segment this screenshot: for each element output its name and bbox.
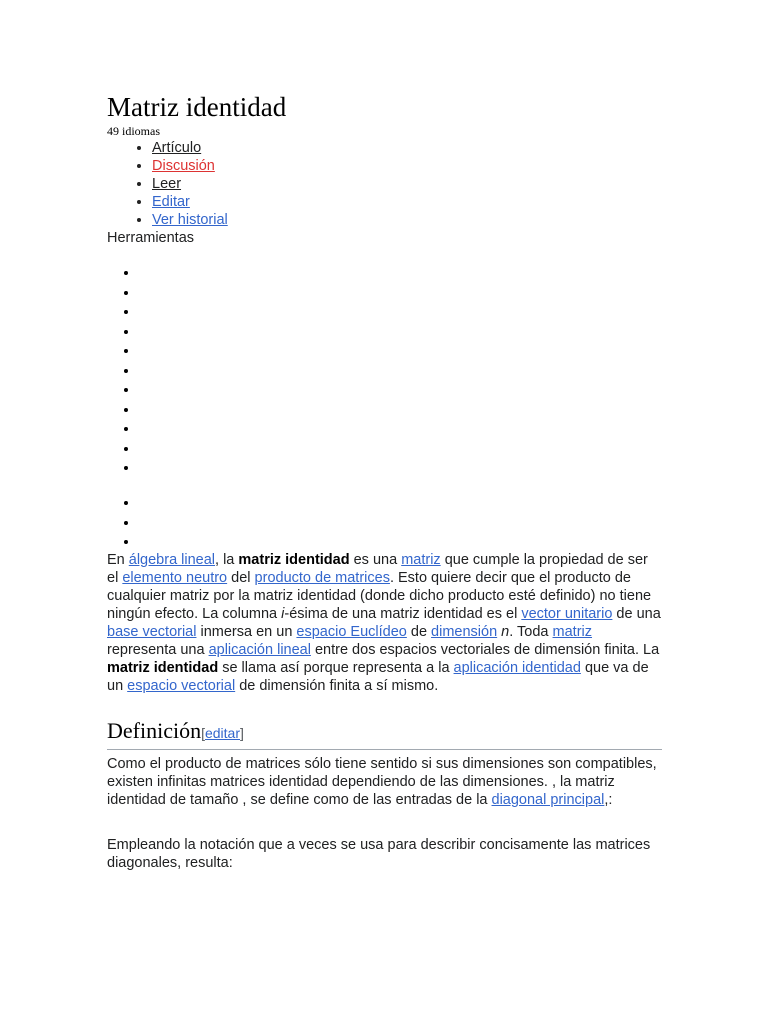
tools-menu[interactable]: Herramientas [107, 230, 195, 246]
page-tabs [152, 139, 228, 229]
edit-section-link[interactable]: editar [204, 725, 241, 741]
link-vector-unitario[interactable]: vector unitario [521, 606, 613, 622]
link-espacio-vectorial[interactable]: espacio vectorial [127, 678, 236, 694]
link-base-vectorial[interactable]: base vectorial [107, 624, 197, 640]
intro-paragraph: En álgebra lineal, la matriz identidad es una matriz que cumple la propiedad de ser el elemento neutro del producto de matrices. Esto quiere decir que el producto de cualquier matriz por la matriz identidad (donde dicho producto esté definido) no tiene ningún efecto. La columna i-ésima de una matriz identidad es el vector unitario de una base vectorial inmersa en un espacio Euclídeo de dimensión n. Toda matriz representa una aplicación lineal entre dos espacios vectoriales de dimensión finita. La matriz identidad se llama así porque representa a la aplicación identidad que va de un espacio vectorial de dimensión finita a sí mismo. [107, 552, 661, 694]
tab-article[interactable]: Artículo [152, 140, 202, 156]
link-matriz[interactable]: matriz [401, 552, 441, 568]
tab-history[interactable]: Ver historial [152, 212, 228, 228]
link-aplicacion-identidad[interactable]: aplicación identidad [453, 660, 581, 676]
link-dimension[interactable]: dimensión [431, 624, 498, 640]
link-diagonal-principal[interactable]: diagonal principal [491, 792, 605, 808]
language-count-link[interactable]: 49 idiomas [107, 124, 160, 138]
definition-paragraph: Como el producto de matrices sólo tiene sentido si sus dimensiones son compatibles, existen infinitas matrices identidad dependiendo de las dimensiones. , la matriz identidad de tamaño , se define como de las entradas de la diagonal principal,: [107, 756, 657, 808]
tab-read[interactable]: Leer [152, 176, 182, 192]
link-espacio-euclideo[interactable]: espacio Euclídeo [296, 624, 407, 640]
link-elemento-neutro[interactable]: elemento neutro [122, 570, 228, 586]
section-heading-definicion: Definición[editar] [107, 717, 662, 750]
link-matriz-2[interactable]: matriz [552, 624, 593, 640]
tab-discussion[interactable]: Discusión [152, 158, 215, 174]
link-producto-matrices[interactable]: producto de matrices [254, 570, 390, 586]
page-title: Matriz identidad [107, 92, 287, 122]
link-algebra-lineal[interactable]: álgebra lineal [128, 552, 216, 568]
link-aplicacion-lineal[interactable]: aplicación lineal [208, 642, 311, 658]
tab-edit[interactable]: Editar [152, 194, 190, 210]
notation-paragraph: Empleando la notación que a veces se usa para describir concisamente las matrices diagonales, resulta: [107, 837, 651, 871]
